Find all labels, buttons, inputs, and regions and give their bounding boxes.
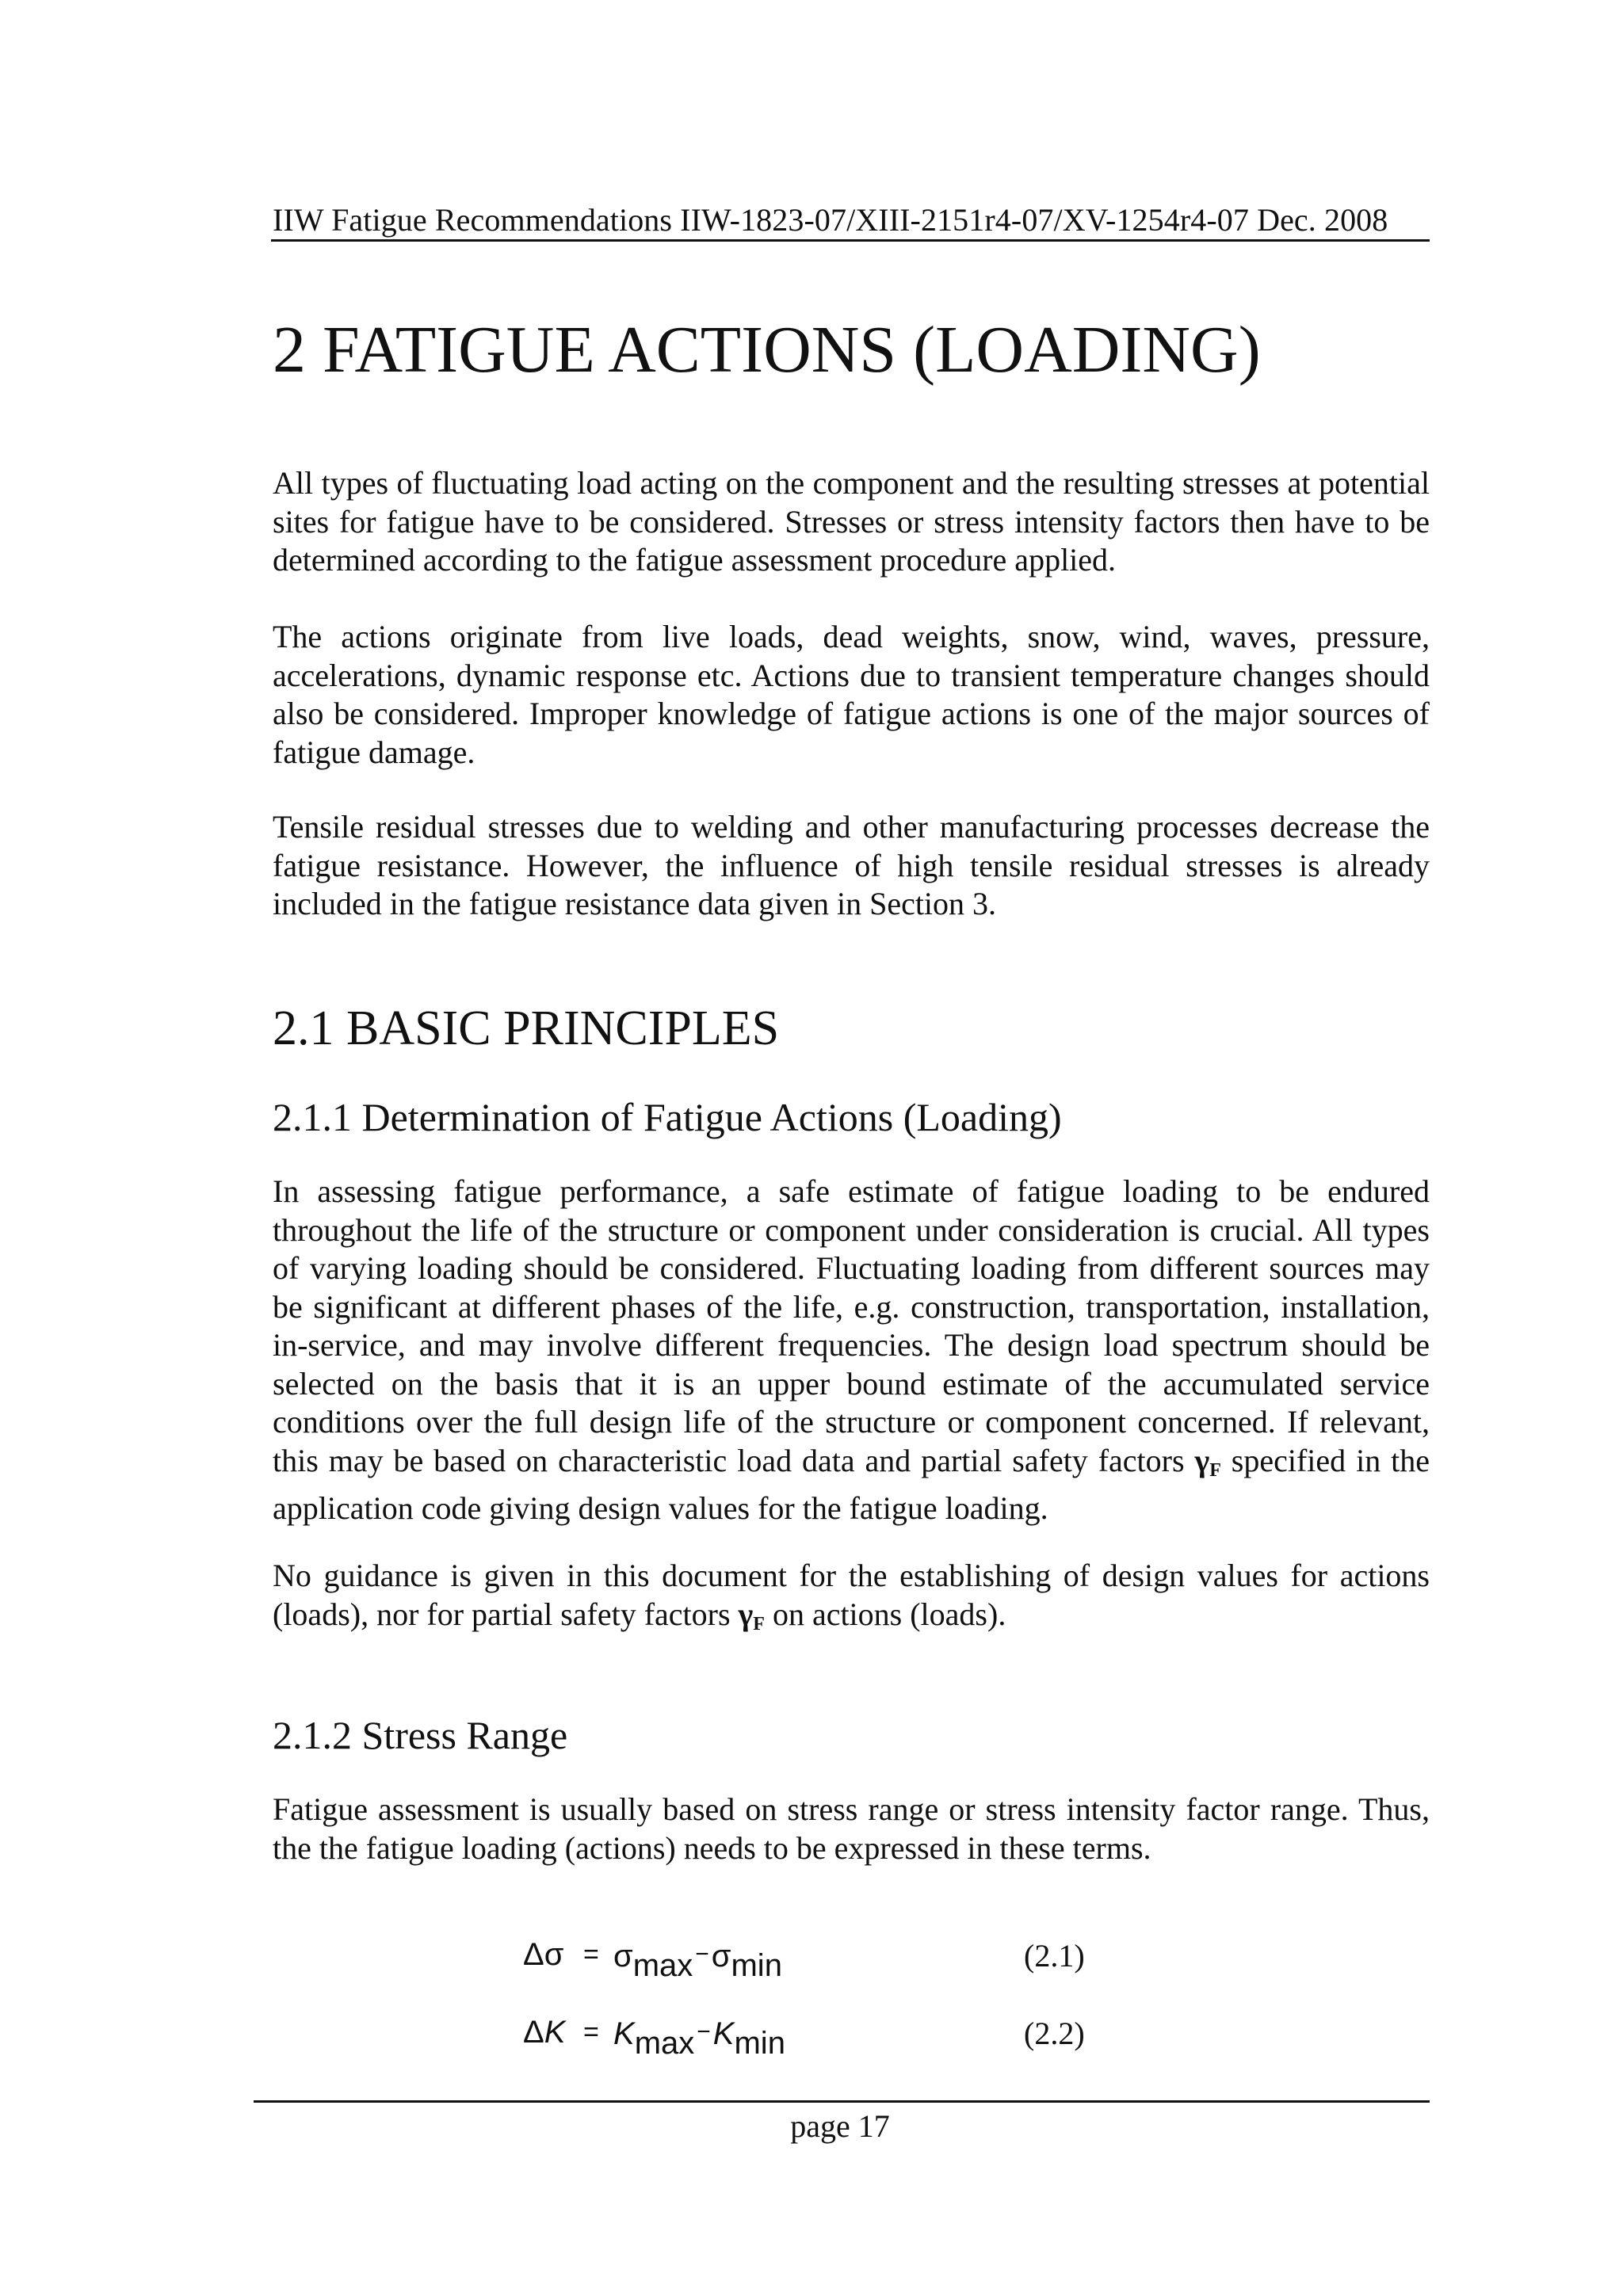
gamma-letter: γ (1194, 1442, 1210, 1478)
subscript-max: max (634, 2026, 695, 2061)
gamma-subscript: F (753, 1613, 765, 1634)
equation-2-2 (523, 2012, 1189, 2068)
footer-rule (254, 2100, 1430, 2103)
k-variable: K (613, 2016, 635, 2051)
sigma-symbol: σ (711, 1939, 731, 1974)
equation-number: (2.1) (1024, 1938, 1085, 1974)
header-rule (271, 239, 1430, 242)
minus-sign: − (695, 1941, 709, 1967)
determination-paragraph-2-text: No guidance is given in this document for the establishing of design values for actions (loads), nor for partial safety factors (273, 1558, 1430, 1632)
determination-paragraph-2 (273, 1557, 1430, 1643)
subsection-title-stress-range: 2.1.2 Stress Range (273, 1713, 568, 1757)
stress-range-paragraph: Fatigue assessment is usually based on stress range or stress intensity factor range. Thus, the the fatigue loading (actions) needs to be expressed in these terms. (273, 1791, 1430, 1866)
determination-paragraph-1-tail: specified in the application code giving design values for the fatigue loading. (273, 1442, 1430, 1526)
gamma-letter: γ (738, 1596, 754, 1632)
intro-paragraph-3: Tensile residual stresses due to welding and other manufacturing processes decrease the fatigue resistance. However, the influence of high tensile residual stresses is already included in the fatigue resistance data given in Section 3. (273, 809, 1430, 921)
minus-sign: − (697, 2019, 711, 2045)
determination-paragraph-1-text: In assessing fatigue performance, a safe estimate of fatigue loading to be endured throughout the life of the structure or component under consideration is crucial. All types of varying loading should be considered. Fluctuating loading from different sources may be significant at different phases of the life, e.g. construction, transportation, installation, in-service, and may involve different frequencies. The design load spectrum should be selected on the basis that it is an upper bound estimate of the accumulated service conditions over the full design life of the structure or component concerned. If relevant, this may be based on characteristic load data and partial safety factors (273, 1173, 1430, 1478)
delta-symbol: Δ (523, 2015, 544, 2050)
section-title-basic-principles: 2.1 BASIC PRINCIPLES (273, 1001, 780, 1055)
determination-paragraph-2-tail: on actions (loads). (764, 1596, 1006, 1632)
equation-lhs (523, 2012, 565, 2052)
equation-rhs (613, 1935, 782, 1985)
sigma-symbol: σ (613, 1939, 633, 1974)
gamma-subscript: F (1209, 1459, 1221, 1481)
gamma-f-symbol (739, 1596, 765, 1632)
equals-sign: = (583, 1939, 599, 1970)
subscript-max: max (632, 1948, 693, 1983)
subscript-min: min (731, 1948, 782, 1983)
subscript-min: min (734, 2026, 785, 2061)
equation-2-1 (523, 1935, 1189, 1990)
page-number: page 17 (790, 2108, 890, 2144)
intro-paragraph-2: The actions originate from live loads, dead weights, snow, wind, waves, pressure, accelerations, dynamic response etc. Actions due to transient temperature changes should also be considered. Improper knowledge of fatigue actions is one of the major sources of fatigue damage. (273, 619, 1430, 770)
equation-rhs (613, 2012, 785, 2063)
intro-paragraph-1: All types of fluctuating load acting on the component and the resulting stresses at potential sites for fatigue have to be considered. Stresses or stress intensity factors then have to be determined according to the fatigue assessment procedure applied. (273, 465, 1430, 578)
chapter-title: 2 FATIGUE ACTIONS (LOADING) (273, 313, 1261, 387)
k-variable: K (544, 2015, 566, 2050)
gamma-f-symbol (1194, 1442, 1221, 1481)
determination-paragraph-1 (273, 1173, 1430, 1528)
equation-number: (2.2) (1024, 2016, 1085, 2051)
equation-lhs: Δσ (523, 1937, 564, 1972)
equals-sign: = (583, 2017, 599, 2047)
k-variable: K (712, 2016, 735, 2051)
subsection-title-determination: 2.1.1 Determination of Fatigue Actions (Loading) (273, 1095, 1062, 1139)
running-header: IIW Fatigue Recommendations IIW-1823-07/XIII-2151r4-07/XV-1254r4-07 Dec. 2008 (273, 202, 1388, 238)
